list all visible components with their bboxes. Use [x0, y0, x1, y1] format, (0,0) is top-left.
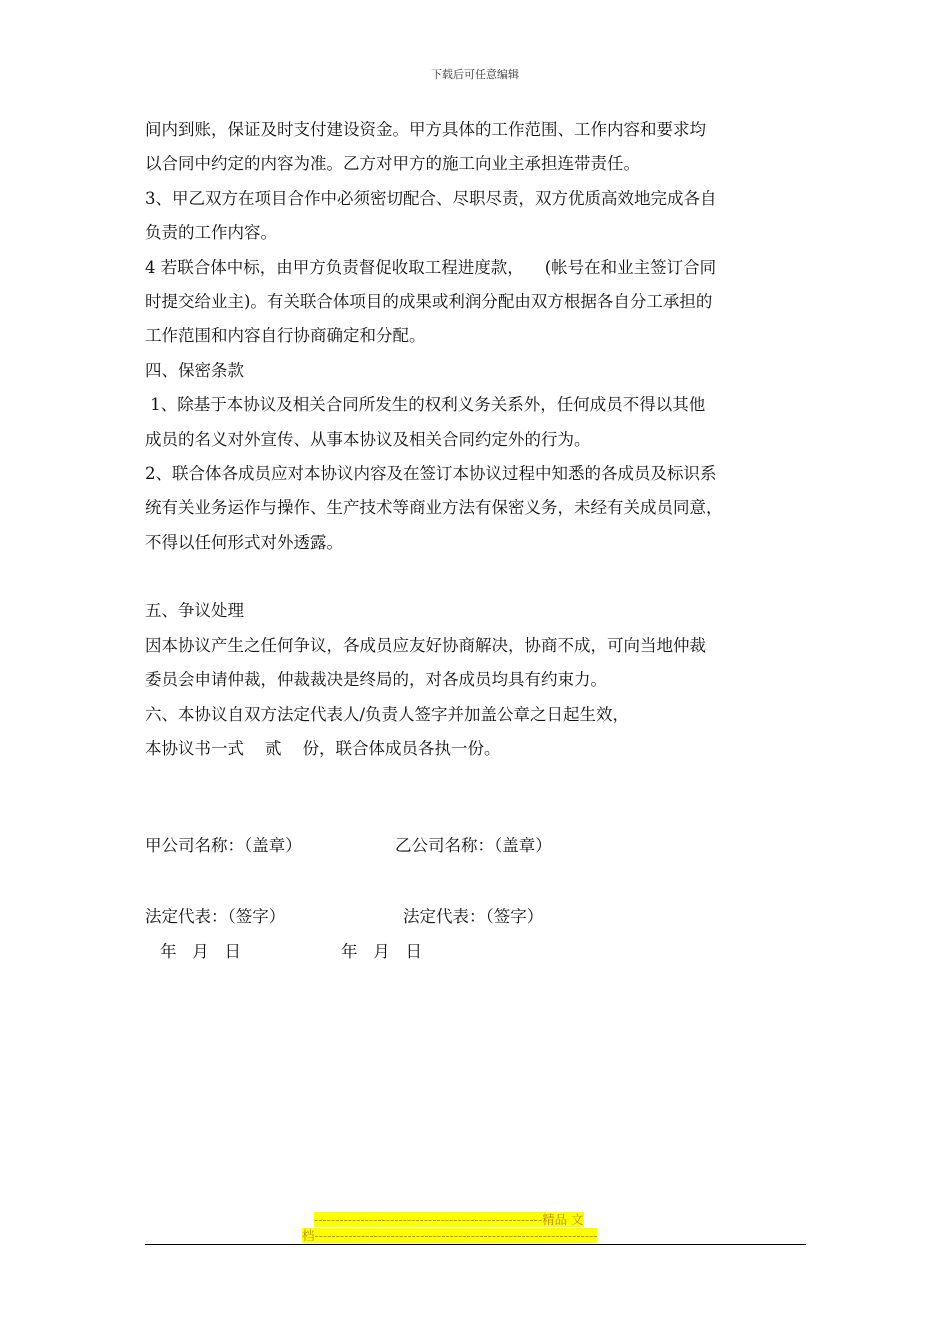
party-a-date: 年 月 日: [160, 942, 241, 961]
paragraph-line: 负责的工作内容。: [145, 223, 277, 243]
party-a-company-name: 甲公司名称：（盖章）: [145, 836, 302, 855]
paragraph-line: 成员的名义对外宣传、从事本协议及相关合同约定外的行为。: [145, 429, 591, 449]
paragraph-line: 本协议书一式 贰 份，联合体成员各执一份。: [145, 739, 501, 759]
paragraph-line: 1、除基于本协议及相关合同所发生的权利义务关系外，任何成员不得以其他: [145, 395, 706, 415]
section-heading-dispute: 五、争议处理: [145, 601, 244, 621]
party-a-representative: 法定代表：（签字）: [145, 907, 286, 926]
paragraph-line: 因本协议产生之任何争议，各成员应友好协商解决，协商不成，可向当地仲裁: [145, 635, 706, 655]
blank-line: [145, 560, 817, 594]
footer-divider: [145, 1244, 806, 1245]
paragraph-line: 3、甲乙双方在项目合作中必须密切配合、尽职尽责，双方优质高效地完成各自: [145, 188, 717, 208]
paragraph-line: 六、本协议自双方法定代表人/负责人签字并加盖公章之日起生效，: [145, 704, 630, 724]
section-heading-confidentiality: 四、保密条款: [145, 360, 244, 380]
party-b-company-name: 乙公司名称：（盖章）: [395, 836, 552, 855]
page-header: 下载后可任意编辑: [431, 68, 519, 81]
paragraph-line: 统有关业务运作与操作、生产技术等商业方法有保密义务，未经有关成员同意，: [145, 498, 723, 518]
paragraph-line: 委员会申请仲裁，仲裁裁决是终局的，对各成员均具有约束力。: [145, 670, 607, 690]
paragraph-line: 2、联合体各成员应对本协议内容及在签订本协议过程中知悉的各成员及标识系: [145, 463, 717, 483]
party-b-representative: 法定代表：（签字）: [403, 907, 544, 926]
footer-watermark-line-2: [302, 1226, 597, 1244]
paragraph-line: 时提交给业主)。有关联合体项目的成果或利润分配由双方根据各自分工承担的: [145, 291, 713, 311]
paragraph-line: 不得以任何形式对外透露。: [145, 532, 343, 552]
paragraph-line: 间内到账，保证及时支付建设资金。甲方具体的工作范围、工作内容和要求均: [145, 120, 706, 139]
paragraph-line: 以合同中约定的内容为准。乙方对甲方的施工向业主承担连带责任。: [145, 154, 640, 174]
document-body: [145, 113, 817, 766]
footer-highlight-text: ------------------------------------------------------精品 文: [314, 1212, 584, 1227]
paragraph-line: 工作范围和内容自行协商确定和分配。: [145, 326, 426, 346]
paragraph-line: 4 若联合体中标，由甲方负责督促收取工程进度款， (帐号在和业主签订合同: [145, 257, 717, 277]
party-b-date: 年 月 日: [341, 942, 422, 961]
footer-highlight-text: 档-------------------------------------------------------------------: [302, 1228, 598, 1243]
